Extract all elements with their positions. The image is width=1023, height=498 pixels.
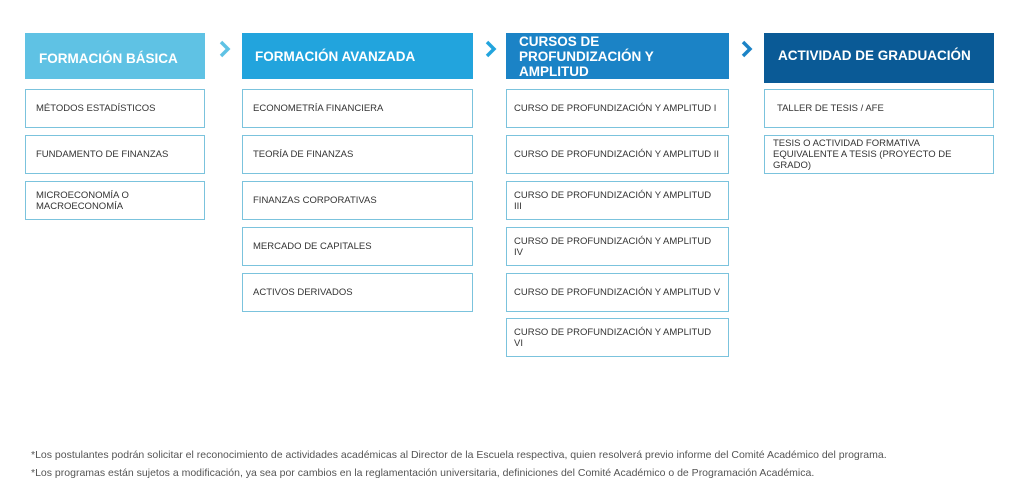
course-box: CURSO DE PROFUNDIZACIÓN Y AMPLITUD VI: [506, 318, 729, 357]
column-actividad-graduacion: [764, 33, 994, 171]
course-box: ACTIVOS DERIVADOS: [242, 273, 473, 312]
course-box: FINANZAS CORPORATIVAS: [242, 181, 473, 220]
course-box: CURSO DE PROFUNDIZACIÓN Y AMPLITUD III: [506, 181, 729, 220]
course-box: TALLER DE TESIS / AFE: [764, 89, 994, 128]
course-box: MÉTODOS ESTADÍSTICOS: [25, 89, 205, 128]
column-header: [25, 33, 205, 79]
course-box: TESIS O ACTIVIDAD FORMATIVA EQUIVALENTE A TESIS (PROYECTO DE GRADO): [764, 135, 994, 174]
course-box: FUNDAMENTO DE FINANZAS: [25, 135, 205, 174]
column-title: FORMACIÓN BÁSICA: [39, 50, 178, 66]
course-box: ECONOMETRÍA FINANCIERA: [242, 89, 473, 128]
chevron-right-icon: [484, 40, 498, 58]
course-box: MERCADO DE CAPITALES: [242, 227, 473, 266]
column-formacion-basica: [25, 33, 205, 212]
column-title: FORMACIÓN AVANZADA: [255, 48, 416, 64]
chevron-right-icon: [218, 40, 232, 58]
column-header: [506, 33, 729, 79]
course-box: CURSO DE PROFUNDIZACIÓN Y AMPLITUD II: [506, 135, 729, 174]
course-box: CURSO DE PROFUNDIZACIÓN Y AMPLITUD IV: [506, 227, 729, 266]
course-box: MICROECONOMÍA O MACROECONOMÍA: [25, 181, 205, 220]
chevron-right-icon: [740, 40, 754, 58]
column-title: ACTIVIDAD DE GRADUACIÓN: [778, 47, 971, 63]
course-box: TEORÍA DE FINANZAS: [242, 135, 473, 174]
column-cursos-profundizacion: [506, 33, 729, 349]
column-header: [242, 33, 473, 79]
column-formacion-avanzada: [242, 33, 473, 298]
column-header: [764, 33, 994, 83]
footnote: *Los postulantes podrán solicitar el reconocimiento de actividades académicas al Director de la Escuela respectiva, quien resolverá previo informe del Comité Académico del programa.: [31, 449, 887, 461]
course-box: CURSO DE PROFUNDIZACIÓN Y AMPLITUD V: [506, 273, 729, 312]
footnote: *Los programas están sujetos a modificación, ya sea por cambios en la reglamentación universitaria, definiciones del Comité Académico o de Programación Académica.: [31, 467, 815, 479]
course-box: CURSO DE PROFUNDIZACIÓN Y AMPLITUD I: [506, 89, 729, 128]
column-title: CURSOS DE PROFUNDIZACIÓN Y AMPLITUD: [519, 33, 654, 79]
